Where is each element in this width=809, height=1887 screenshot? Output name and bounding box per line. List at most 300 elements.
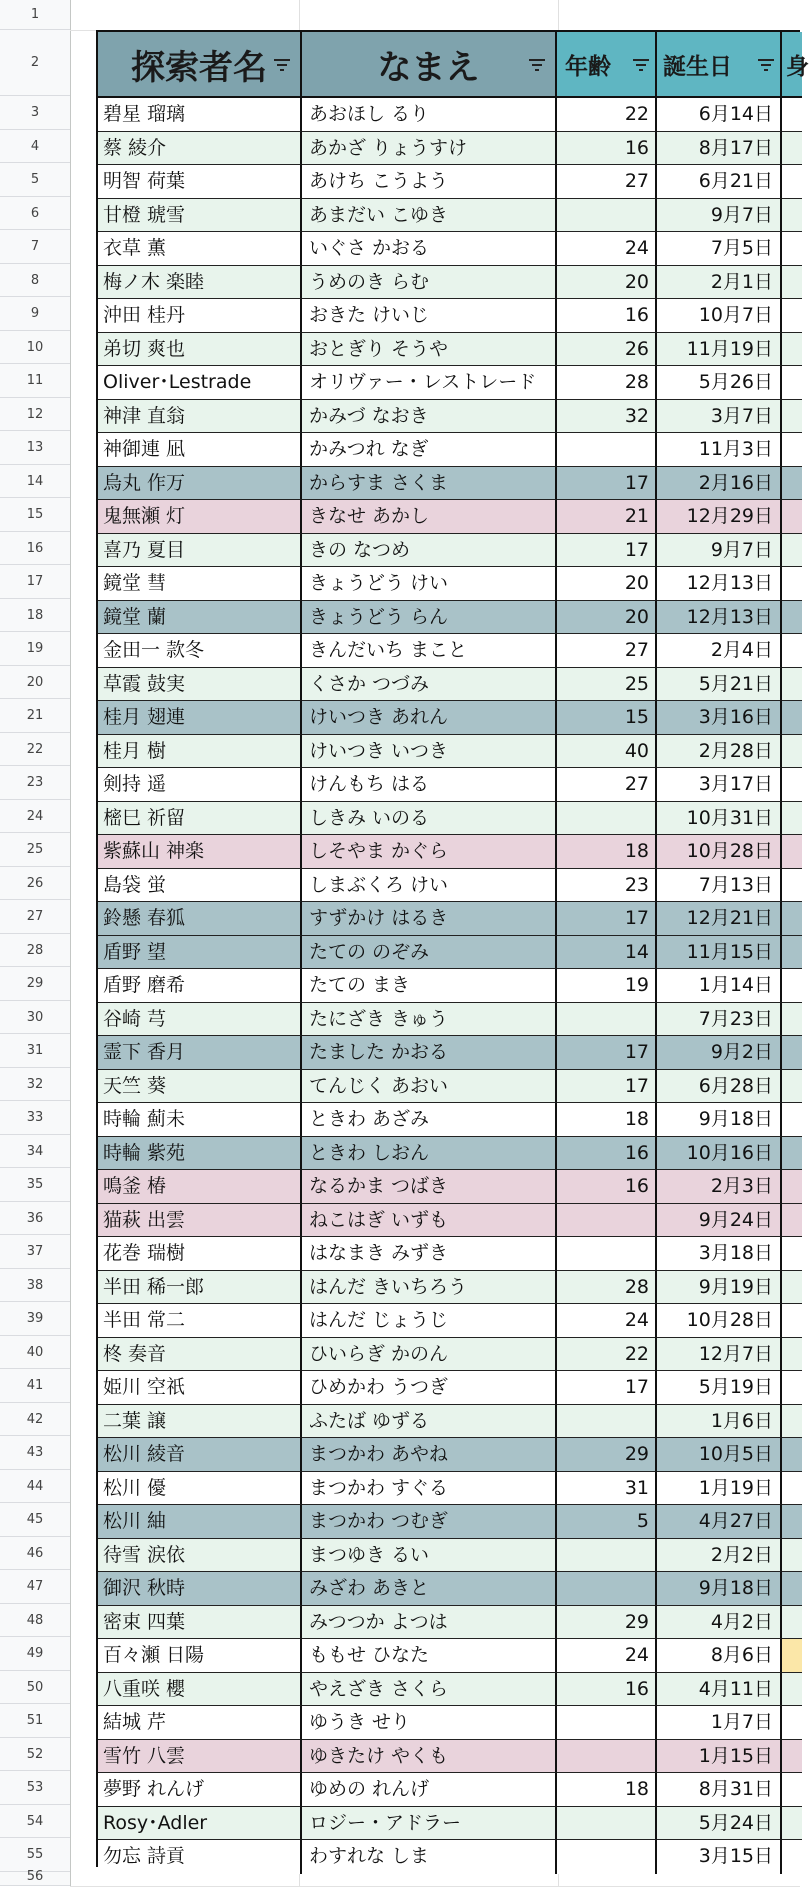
name-cell[interactable]: 沖田 桂丹 (98, 299, 302, 333)
kana-cell[interactable]: しそやま かぐら (302, 835, 557, 869)
row-number[interactable]: 43 (0, 1436, 70, 1470)
row-number[interactable]: 33 (0, 1101, 70, 1135)
age-cell[interactable]: 17 (557, 467, 657, 501)
birthday-cell[interactable]: 9月24日 (657, 1204, 782, 1238)
partial-cell[interactable] (782, 400, 802, 434)
age-cell[interactable]: 18 (557, 1773, 657, 1807)
row-number[interactable]: 49 (0, 1637, 70, 1671)
name-cell[interactable]: 島袋 蛍 (98, 869, 302, 903)
partial-cell[interactable] (782, 1572, 802, 1606)
row-number[interactable]: 45 (0, 1503, 70, 1537)
kana-cell[interactable]: あおほし るり (302, 98, 557, 132)
row-number[interactable]: 21 (0, 699, 70, 733)
kana-cell[interactable]: あまだい こゆき (302, 199, 557, 233)
row-number[interactable]: 4 (0, 130, 70, 164)
partial-cell[interactable] (782, 1405, 802, 1439)
name-cell[interactable]: 時輪 薊未 (98, 1103, 302, 1137)
partial-cell[interactable] (782, 266, 802, 300)
filter-icon[interactable] (274, 59, 290, 71)
age-cell[interactable]: 24 (557, 232, 657, 266)
name-cell[interactable]: 半田 常二 (98, 1304, 302, 1338)
age-cell[interactable]: 27 (557, 165, 657, 199)
birthday-cell[interactable]: 1月7日 (657, 1706, 782, 1740)
partial-cell[interactable] (782, 1103, 802, 1137)
kana-cell[interactable]: けんもち はる (302, 768, 557, 802)
kana-cell[interactable]: はなまき みずき (302, 1237, 557, 1271)
row-number[interactable]: 42 (0, 1403, 70, 1437)
row-number[interactable]: 17 (0, 565, 70, 599)
name-cell[interactable]: 草霞 鼓実 (98, 668, 302, 702)
partial-cell[interactable] (782, 1706, 802, 1740)
name-cell[interactable]: 八重咲 櫻 (98, 1673, 302, 1707)
row-number[interactable]: 44 (0, 1470, 70, 1504)
age-cell[interactable]: 19 (557, 969, 657, 1003)
birthday-cell[interactable]: 6月14日 (657, 98, 782, 132)
age-cell[interactable] (557, 1840, 657, 1874)
age-cell[interactable] (557, 1204, 657, 1238)
kana-cell[interactable]: みつつか よつは (302, 1606, 557, 1640)
name-cell[interactable]: 柊 奏音 (98, 1338, 302, 1372)
age-cell[interactable]: 17 (557, 1036, 657, 1070)
partial-cell[interactable] (782, 1840, 802, 1874)
kana-cell[interactable]: ももせ ひなた (302, 1639, 557, 1673)
header-partial[interactable] (782, 32, 809, 98)
birthday-cell[interactable]: 1月14日 (657, 969, 782, 1003)
row-number[interactable]: 39 (0, 1302, 70, 1336)
name-cell[interactable]: 甘橙 琥雪 (98, 199, 302, 233)
row-number[interactable]: 14 (0, 465, 70, 499)
age-cell[interactable]: 21 (557, 500, 657, 534)
row-number[interactable]: 11 (0, 364, 70, 398)
birthday-cell[interactable]: 6月21日 (657, 165, 782, 199)
row-number[interactable]: 32 (0, 1068, 70, 1102)
partial-cell[interactable] (782, 232, 802, 266)
row-number[interactable]: 30 (0, 1001, 70, 1035)
name-cell[interactable]: 盾野 磨希 (98, 969, 302, 1003)
name-cell[interactable]: 鈴懸 春狐 (98, 902, 302, 936)
name-cell[interactable]: 鏡堂 蘭 (98, 601, 302, 635)
name-cell[interactable]: 鏡堂 彗 (98, 567, 302, 601)
age-cell[interactable]: 40 (557, 735, 657, 769)
row-number[interactable]: 40 (0, 1336, 70, 1370)
kana-cell[interactable]: いぐさ かおる (302, 232, 557, 266)
partial-cell[interactable] (782, 199, 802, 233)
age-cell[interactable]: 17 (557, 902, 657, 936)
partial-cell[interactable] (782, 1338, 802, 1372)
age-cell[interactable]: 14 (557, 936, 657, 970)
birthday-cell[interactable]: 9月19日 (657, 1271, 782, 1305)
age-cell[interactable]: 16 (557, 1137, 657, 1171)
row-number[interactable]: 24 (0, 800, 70, 834)
kana-cell[interactable]: たにざき きゅう (302, 1003, 557, 1037)
kana-cell[interactable]: きんだいち まこと (302, 634, 557, 668)
birthday-cell[interactable]: 12月21日 (657, 902, 782, 936)
name-cell[interactable]: 蔡 綾介 (98, 132, 302, 166)
birthday-cell[interactable]: 12月13日 (657, 601, 782, 635)
name-cell[interactable]: 密束 四葉 (98, 1606, 302, 1640)
birthday-cell[interactable]: 7月23日 (657, 1003, 782, 1037)
row-number[interactable]: 27 (0, 900, 70, 934)
partial-cell[interactable] (782, 1204, 802, 1238)
kana-cell[interactable]: きょうどう らん (302, 601, 557, 635)
kana-cell[interactable]: きなせ あかし (302, 500, 557, 534)
name-cell[interactable]: 天竺 葵 (98, 1070, 302, 1104)
birthday-cell[interactable]: 2月3日 (657, 1170, 782, 1204)
name-cell[interactable]: 霊下 香月 (98, 1036, 302, 1070)
partial-cell[interactable] (782, 433, 802, 467)
row-number[interactable]: 56 (0, 1867, 70, 1886)
birthday-cell[interactable]: 4月11日 (657, 1673, 782, 1707)
kana-cell[interactable]: きの なつめ (302, 534, 557, 568)
name-cell[interactable]: 紫蘇山 神楽 (98, 835, 302, 869)
kana-cell[interactable]: からすま さくま (302, 467, 557, 501)
row-number[interactable]: 5 (0, 163, 70, 197)
age-cell[interactable]: 25 (557, 668, 657, 702)
name-cell[interactable]: 待雪 涙依 (98, 1539, 302, 1573)
birthday-cell[interactable]: 5月21日 (657, 668, 782, 702)
partial-cell[interactable] (782, 768, 802, 802)
name-cell[interactable]: 剣持 遥 (98, 768, 302, 802)
age-cell[interactable]: 15 (557, 701, 657, 735)
row-number[interactable]: 7 (0, 230, 70, 264)
birthday-cell[interactable]: 8月17日 (657, 132, 782, 166)
age-cell[interactable]: 17 (557, 534, 657, 568)
birthday-cell[interactable]: 10月5日 (657, 1438, 782, 1472)
birthday-cell[interactable]: 10月28日 (657, 1304, 782, 1338)
name-cell[interactable]: 神津 直翁 (98, 400, 302, 434)
row-number[interactable]: 51 (0, 1704, 70, 1738)
age-cell[interactable]: 31 (557, 1472, 657, 1506)
name-cell[interactable]: 松川 優 (98, 1472, 302, 1506)
row-number[interactable]: 41 (0, 1369, 70, 1403)
partial-cell[interactable] (782, 333, 802, 367)
birthday-cell[interactable]: 12月7日 (657, 1338, 782, 1372)
row-number[interactable]: 9 (0, 297, 70, 331)
partial-cell[interactable] (782, 299, 802, 333)
name-cell[interactable]: 桂月 翅連 (98, 701, 302, 735)
kana-cell[interactable]: ゆきたけ やくも (302, 1740, 557, 1774)
age-cell[interactable] (557, 199, 657, 233)
age-cell[interactable]: 16 (557, 1170, 657, 1204)
partial-cell[interactable] (782, 1271, 802, 1305)
row-number[interactable]: 2 (0, 30, 70, 96)
partial-cell[interactable] (782, 1606, 802, 1640)
kana-cell[interactable]: たての のぞみ (302, 936, 557, 970)
partial-cell[interactable] (782, 1036, 802, 1070)
name-cell[interactable]: 鳴釜 椿 (98, 1170, 302, 1204)
partial-cell[interactable] (782, 1003, 802, 1037)
partial-cell[interactable] (782, 1472, 802, 1506)
header-age[interactable] (557, 32, 657, 98)
name-cell[interactable]: 谷崎 芎 (98, 1003, 302, 1037)
row-number[interactable]: 48 (0, 1604, 70, 1638)
kana-cell[interactable]: うめのき らむ (302, 266, 557, 300)
birthday-cell[interactable]: 3月17日 (657, 768, 782, 802)
name-cell[interactable]: 衣草 薫 (98, 232, 302, 266)
kana-cell[interactable]: きょうどう けい (302, 567, 557, 601)
row-number[interactable]: 6 (0, 197, 70, 231)
age-cell[interactable]: 22 (557, 98, 657, 132)
age-cell[interactable] (557, 1572, 657, 1606)
filter-icon[interactable] (529, 59, 545, 71)
birthday-cell[interactable]: 2月2日 (657, 1539, 782, 1573)
partial-cell[interactable] (782, 1304, 802, 1338)
age-cell[interactable] (557, 1003, 657, 1037)
birthday-cell[interactable]: 8月31日 (657, 1773, 782, 1807)
kana-cell[interactable]: ときわ あざみ (302, 1103, 557, 1137)
age-cell[interactable]: 29 (557, 1438, 657, 1472)
name-cell[interactable]: 松川 紬 (98, 1505, 302, 1539)
partial-cell[interactable] (782, 165, 802, 199)
name-cell[interactable]: 時輪 紫苑 (98, 1137, 302, 1171)
age-cell[interactable]: 28 (557, 366, 657, 400)
name-cell[interactable]: 二葉 譲 (98, 1405, 302, 1439)
name-cell[interactable]: 弟切 爽也 (98, 333, 302, 367)
row-number[interactable]: 20 (0, 666, 70, 700)
kana-cell[interactable]: みざわ あきと (302, 1572, 557, 1606)
kana-cell[interactable]: ロジー・アドラー (302, 1807, 557, 1841)
kana-cell[interactable]: しきみ いのる (302, 802, 557, 836)
kana-cell[interactable]: やえざき さくら (302, 1673, 557, 1707)
birthday-cell[interactable]: 10月31日 (657, 802, 782, 836)
partial-cell[interactable] (782, 601, 802, 635)
partial-cell[interactable] (782, 98, 802, 132)
kana-cell[interactable]: オリヴァー・レストレード (302, 366, 557, 400)
partial-cell[interactable] (782, 735, 802, 769)
birthday-cell[interactable]: 9月18日 (657, 1572, 782, 1606)
row-number[interactable]: 19 (0, 632, 70, 666)
birthday-cell[interactable]: 3月18日 (657, 1237, 782, 1271)
age-cell[interactable]: 27 (557, 768, 657, 802)
row-number[interactable]: 38 (0, 1269, 70, 1303)
age-cell[interactable]: 5 (557, 1505, 657, 1539)
birthday-cell[interactable]: 9月7日 (657, 199, 782, 233)
row-number[interactable]: 47 (0, 1570, 70, 1604)
birthday-cell[interactable]: 2月28日 (657, 735, 782, 769)
birthday-cell[interactable]: 10月16日 (657, 1137, 782, 1171)
kana-cell[interactable]: あかざ りょうすけ (302, 132, 557, 166)
partial-cell[interactable] (782, 936, 802, 970)
partial-cell[interactable] (782, 534, 802, 568)
partial-cell[interactable] (782, 1673, 802, 1707)
kana-cell[interactable]: まつかわ すぐる (302, 1472, 557, 1506)
birthday-cell[interactable]: 12月13日 (657, 567, 782, 601)
age-cell[interactable]: 20 (557, 266, 657, 300)
birthday-cell[interactable]: 1月19日 (657, 1472, 782, 1506)
row-number[interactable]: 50 (0, 1671, 70, 1705)
birthday-cell[interactable]: 9月18日 (657, 1103, 782, 1137)
kana-cell[interactable]: ひめかわ うつぎ (302, 1371, 557, 1405)
age-cell[interactable]: 32 (557, 400, 657, 434)
kana-cell[interactable]: ふたば ゆずる (302, 1405, 557, 1439)
row-number[interactable]: 28 (0, 934, 70, 968)
age-cell[interactable]: 20 (557, 567, 657, 601)
birthday-cell[interactable]: 11月19日 (657, 333, 782, 367)
partial-cell[interactable] (782, 1070, 802, 1104)
row-number[interactable]: 23 (0, 766, 70, 800)
row-number[interactable]: 3 (0, 96, 70, 130)
header-kana[interactable] (302, 32, 557, 98)
age-cell[interactable]: 18 (557, 1103, 657, 1137)
row-number[interactable]: 37 (0, 1235, 70, 1269)
age-cell[interactable]: 24 (557, 1304, 657, 1338)
partial-cell[interactable] (782, 969, 802, 1003)
name-cell[interactable]: 碧星 瑠璃 (98, 98, 302, 132)
name-cell[interactable]: 夢野 れんげ (98, 1773, 302, 1807)
name-cell[interactable]: 百々瀬 日陽 (98, 1639, 302, 1673)
name-cell[interactable]: 勿忘 詩貢 (98, 1840, 302, 1874)
kana-cell[interactable]: てんじく あおい (302, 1070, 557, 1104)
partial-cell[interactable] (782, 701, 802, 735)
birthday-cell[interactable]: 10月7日 (657, 299, 782, 333)
row-number[interactable]: 35 (0, 1168, 70, 1202)
name-cell[interactable]: 樒巳 祈留 (98, 802, 302, 836)
row-number[interactable]: 55 (0, 1838, 70, 1872)
row-number[interactable]: 54 (0, 1805, 70, 1839)
kana-cell[interactable]: まつかわ つむぎ (302, 1505, 557, 1539)
row-number[interactable]: 29 (0, 967, 70, 1001)
kana-cell[interactable]: かみづ なおき (302, 400, 557, 434)
name-cell[interactable]: 金田一 款冬 (98, 634, 302, 668)
age-cell[interactable]: 16 (557, 299, 657, 333)
birthday-cell[interactable]: 9月7日 (657, 534, 782, 568)
partial-cell[interactable] (782, 366, 802, 400)
age-cell[interactable] (557, 802, 657, 836)
birthday-cell[interactable]: 3月16日 (657, 701, 782, 735)
birthday-cell[interactable]: 2月4日 (657, 634, 782, 668)
partial-cell[interactable] (782, 902, 802, 936)
birthday-cell[interactable]: 1月15日 (657, 1740, 782, 1774)
row-number[interactable]: 22 (0, 733, 70, 767)
partial-cell[interactable] (782, 1137, 802, 1171)
partial-cell[interactable] (782, 1237, 802, 1271)
partial-cell[interactable] (782, 802, 802, 836)
name-cell[interactable]: 鬼無瀬 灯 (98, 500, 302, 534)
kana-cell[interactable]: はんだ じょうじ (302, 1304, 557, 1338)
birthday-cell[interactable]: 7月5日 (657, 232, 782, 266)
birthday-cell[interactable]: 5月24日 (657, 1807, 782, 1841)
partial-cell[interactable] (782, 1740, 802, 1774)
name-cell[interactable]: 雪竹 八雲 (98, 1740, 302, 1774)
name-cell[interactable]: 神御連 凪 (98, 433, 302, 467)
partial-cell[interactable] (782, 1438, 802, 1472)
birthday-cell[interactable]: 12月29日 (657, 500, 782, 534)
row-number[interactable]: 13 (0, 431, 70, 465)
kana-cell[interactable]: かみつれ なぎ (302, 433, 557, 467)
partial-cell[interactable] (782, 1371, 802, 1405)
partial-cell[interactable] (782, 132, 802, 166)
header-birthday[interactable] (657, 32, 782, 98)
birthday-cell[interactable]: 3月15日 (657, 1840, 782, 1874)
row-number[interactable]: 25 (0, 833, 70, 867)
birthday-cell[interactable]: 6月28日 (657, 1070, 782, 1104)
age-cell[interactable]: 26 (557, 333, 657, 367)
row-number[interactable]: 16 (0, 532, 70, 566)
kana-cell[interactable]: わすれな しま (302, 1840, 557, 1874)
row-number[interactable]: 12 (0, 398, 70, 432)
age-cell[interactable] (557, 433, 657, 467)
age-cell[interactable] (557, 1706, 657, 1740)
kana-cell[interactable]: けいつき いつき (302, 735, 557, 769)
age-cell[interactable] (557, 1405, 657, 1439)
name-cell[interactable]: 結城 芹 (98, 1706, 302, 1740)
kana-cell[interactable]: ねこはぎ いずも (302, 1204, 557, 1238)
partial-cell[interactable] (782, 1505, 802, 1539)
age-cell[interactable] (557, 1237, 657, 1271)
kana-cell[interactable]: たました かおる (302, 1036, 557, 1070)
kana-cell[interactable]: おとぎり そうや (302, 333, 557, 367)
age-cell[interactable]: 24 (557, 1639, 657, 1673)
name-cell[interactable]: Rosy･Adler (98, 1807, 302, 1841)
kana-cell[interactable]: あけち こうよう (302, 165, 557, 199)
partial-cell[interactable] (782, 1807, 802, 1841)
name-cell[interactable]: 姫川 空祇 (98, 1371, 302, 1405)
name-cell[interactable]: Oliver･Lestrade (98, 366, 302, 400)
name-cell[interactable]: 半田 稀一郎 (98, 1271, 302, 1305)
row-number[interactable]: 8 (0, 264, 70, 298)
name-cell[interactable]: 烏丸 作万 (98, 467, 302, 501)
kana-cell[interactable]: はんだ きいちろう (302, 1271, 557, 1305)
name-cell[interactable]: 御沢 秋時 (98, 1572, 302, 1606)
name-cell[interactable]: 喜乃 夏目 (98, 534, 302, 568)
kana-cell[interactable]: なるかま つばき (302, 1170, 557, 1204)
kana-cell[interactable]: ときわ しおん (302, 1137, 557, 1171)
kana-cell[interactable]: ゆうき せり (302, 1706, 557, 1740)
row-number[interactable]: 53 (0, 1771, 70, 1805)
name-cell[interactable]: 梅ノ木 楽睦 (98, 266, 302, 300)
filter-icon[interactable] (758, 59, 774, 71)
partial-cell[interactable] (782, 668, 802, 702)
birthday-cell[interactable]: 4月27日 (657, 1505, 782, 1539)
birthday-cell[interactable]: 4月2日 (657, 1606, 782, 1640)
age-cell[interactable]: 29 (557, 1606, 657, 1640)
birthday-cell[interactable]: 9月2日 (657, 1036, 782, 1070)
birthday-cell[interactable]: 11月15日 (657, 936, 782, 970)
age-cell[interactable] (557, 1807, 657, 1841)
partial-cell[interactable] (782, 567, 802, 601)
age-cell[interactable]: 23 (557, 869, 657, 903)
birthday-cell[interactable]: 1月6日 (657, 1405, 782, 1439)
birthday-cell[interactable]: 5月26日 (657, 366, 782, 400)
kana-cell[interactable]: まつかわ あやね (302, 1438, 557, 1472)
age-cell[interactable]: 16 (557, 1673, 657, 1707)
row-number[interactable]: 15 (0, 498, 70, 532)
birthday-cell[interactable]: 7月13日 (657, 869, 782, 903)
kana-cell[interactable]: けいつき あれん (302, 701, 557, 735)
name-cell[interactable]: 松川 綾音 (98, 1438, 302, 1472)
kana-cell[interactable]: まつゆき るい (302, 1539, 557, 1573)
row-number[interactable]: 1 (0, 0, 70, 30)
age-cell[interactable]: 27 (557, 634, 657, 668)
kana-cell[interactable]: くさか つづみ (302, 668, 557, 702)
row-number[interactable]: 52 (0, 1738, 70, 1772)
age-cell[interactable]: 28 (557, 1271, 657, 1305)
partial-cell[interactable] (782, 634, 802, 668)
kana-cell[interactable]: おきた けいじ (302, 299, 557, 333)
row-number[interactable]: 10 (0, 331, 70, 365)
age-cell[interactable] (557, 1740, 657, 1774)
age-cell[interactable]: 17 (557, 1070, 657, 1104)
birthday-cell[interactable]: 2月1日 (657, 266, 782, 300)
birthday-cell[interactable]: 2月16日 (657, 467, 782, 501)
header-name[interactable] (98, 32, 302, 98)
partial-cell[interactable] (782, 1539, 802, 1573)
age-cell[interactable]: 22 (557, 1338, 657, 1372)
age-cell[interactable] (557, 1539, 657, 1573)
kana-cell[interactable]: すずかけ はるき (302, 902, 557, 936)
age-cell[interactable]: 18 (557, 835, 657, 869)
kana-cell[interactable]: しまぶくろ けい (302, 869, 557, 903)
